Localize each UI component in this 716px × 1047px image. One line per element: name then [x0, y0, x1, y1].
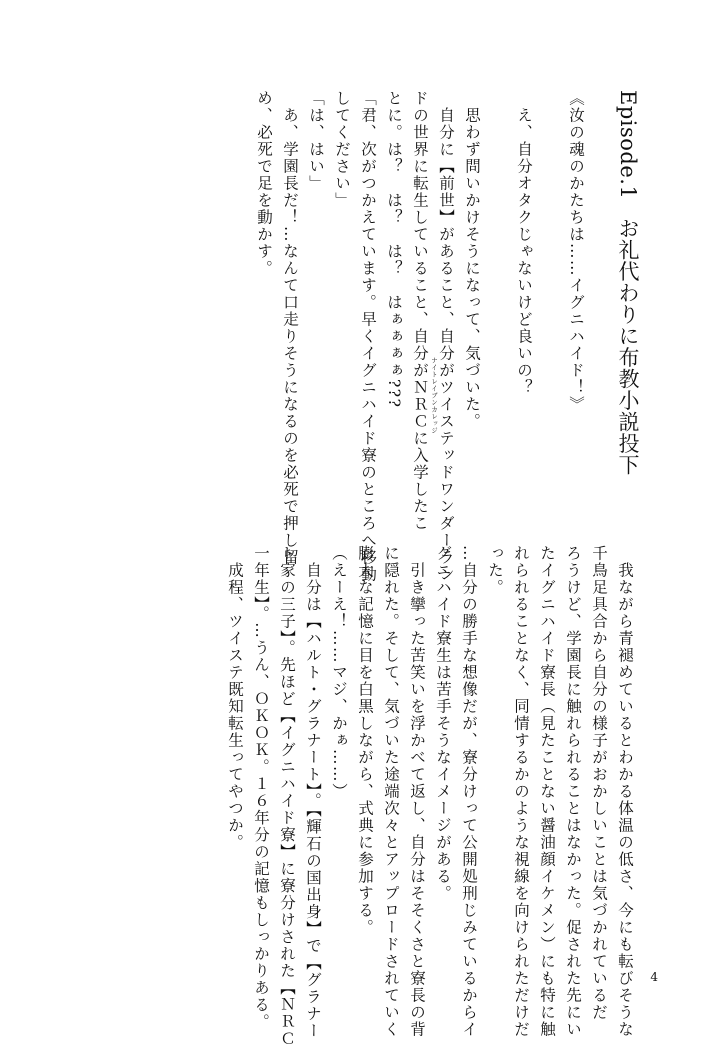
- text-line: …自分の勝手な想像だが、寮分けって公開処刑じみているからイ: [460, 545, 478, 1038]
- episode-label: Episode.1: [616, 90, 640, 200]
- chapter-title: [615, 90, 641, 510]
- text-line: 自分は【ハルト・グラナート】。【輝石の国出身】で【グラナー: [304, 545, 322, 1040]
- text-line: 思わず問いかけそうになって、気づいた。: [463, 90, 481, 430]
- text-line: え、自分オタクじゃないけど良いの？: [515, 90, 533, 396]
- text-line: グニハイド寮生は苦手そうなイメージがある。: [434, 545, 452, 902]
- text-line: れられることなく、同情するかのような視線を向けられただけだ: [512, 545, 530, 1038]
- text-line: 我ながら青褪めているとわかる体温の低さ、今にも転びそうな: [616, 545, 634, 1038]
- text-line: ト家の三子】。先ほど【イグニハイド寮】に寮分けされた【ＮＲＣ: [278, 545, 296, 1047]
- ruby-reading: ナイトレイブンカレッジ: [430, 357, 438, 434]
- text-line: とに。は？ は？ は？ はぁぁぁぁ???: [385, 90, 403, 409]
- text-line: （えーえ！……マジ、かぁ……）: [330, 545, 348, 800]
- text-line: め、必死で足を動かす。: [255, 90, 273, 277]
- text-line: 自分に【前世】があること、自分がツイステッドワンダーラン: [437, 90, 455, 583]
- page-number: 4: [650, 970, 658, 984]
- text-line: 「は、はい」: [307, 90, 325, 192]
- text-line: 「君、次がつかえています。早くイグニハイド寮のところへ移動: [359, 90, 377, 583]
- lower-text-block: [222, 545, 638, 1047]
- text-line: たイグニハイド寮長（見たことない醤油顔イケメン）にも特に触: [538, 545, 556, 1038]
- text-line: 千鳥足具合から自分の様子がおかしいことは気づかれているだ: [590, 545, 608, 1021]
- text-line: 一年生】。…うん、ＯＫＯＫ。１６年分の記憶もしっかりある。: [252, 545, 270, 1031]
- text-line: に隠れた。そして、気づいた途端次々とアップロードされていく: [382, 545, 400, 1038]
- text-line: 《汝の魂のかたちは……イグニハイド！》: [567, 90, 585, 413]
- text-line: った。: [486, 545, 504, 596]
- ruby-term: ＮＲＣ ナイトレイブンカレッジ: [411, 357, 438, 434]
- episode-name: お礼代わりに布教小説投下: [616, 217, 640, 476]
- text-line-with-ruby: ドの世界に転生していること、自分がＮＲＣ ナイトレイブンカレッジ に入学したこ: [411, 90, 438, 532]
- text-line: 膨大な記憶に目を白黒しながら、式典に参加する。: [356, 545, 374, 936]
- text-line: してください」: [333, 90, 351, 209]
- text-line: 成程、ツイステ既知転生ってやつか。: [226, 545, 244, 851]
- text-line: あ、学園長だ！…なんて口走りそうになるのを必死で押し留: [281, 90, 299, 566]
- text-line: 引き攣った苦笑いを浮かべて返し、自分はそそくさと寮長の背: [408, 545, 426, 1038]
- text-line: ろうけど、学園長に触れられることはなかった。促された先にい: [564, 545, 582, 1038]
